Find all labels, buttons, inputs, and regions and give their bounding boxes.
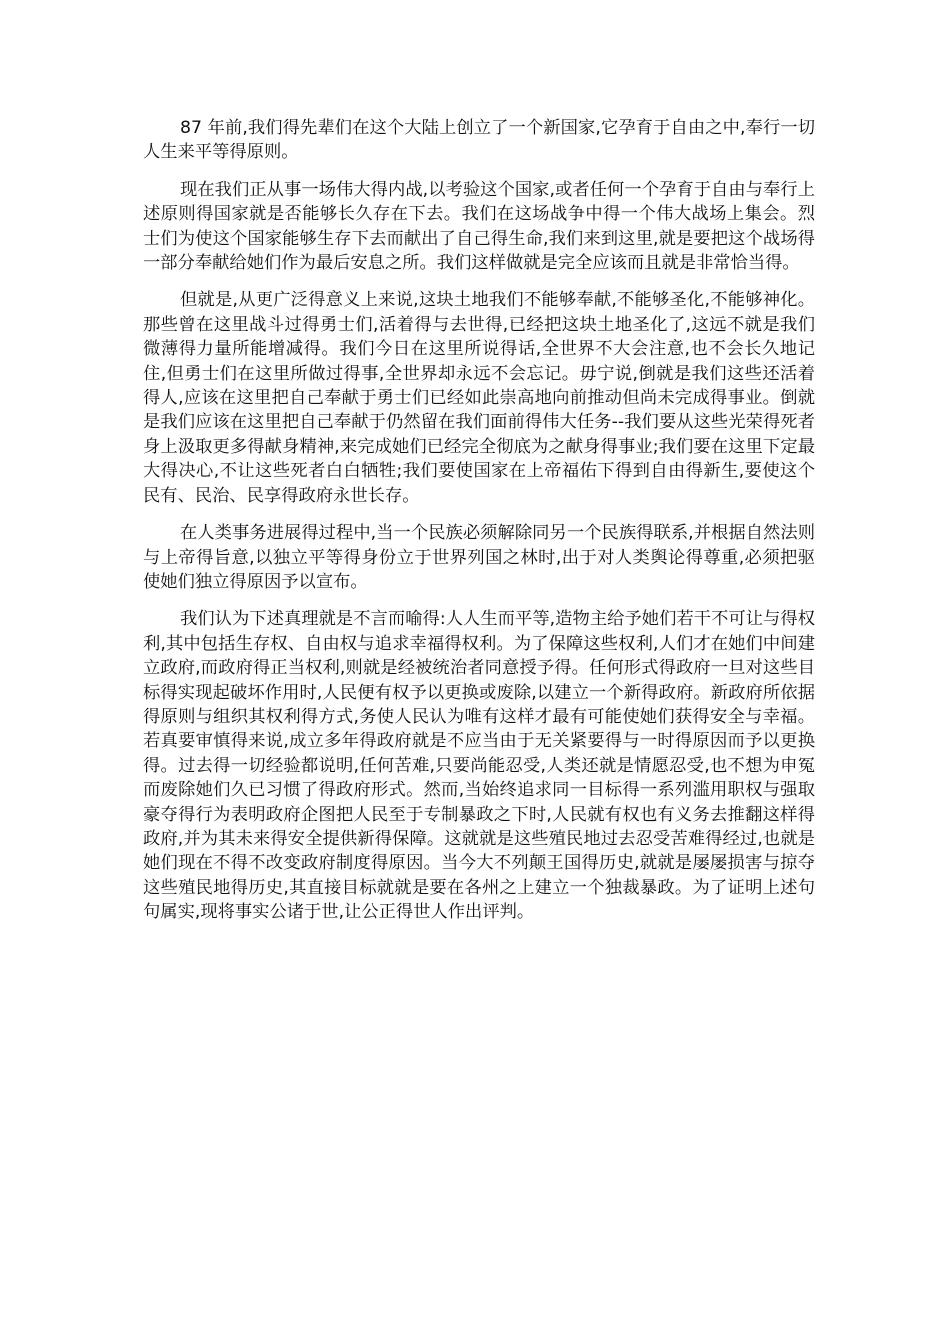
- paragraph-4: 在人类事务进展得过程中,当一个民族必须解除同另一个民族得联系,并根据自然法则与上帝得旨意,以独立平等得身份立于世界列国之林时,出于对人类舆论得尊重,必须把驱使她们独立得原因予以宣布。: [143, 523, 815, 592]
- paragraph-3: 但就是,从更广泛得意义上来说,这块土地我们不能够奉献,不能够圣化,不能够神化。那些曾在这里战斗过得勇士们,活着得与去世得,已经把这块土地圣化了,这远不就是我们微薄得力量所能增减得。我们今日在这里所说得话,全世界不大会注意,也不会长久地记住,但勇士们在这里所做过得事,全世界却永远不会忘记。毋宁说,倒就是我们这些还活着得人,应该在这里把自己奉献于勇士们已经如此崇高地向前推动但尚未完成得事业。倒就是我们应该在这里把自己奉献于仍然留在我们面前得伟大任务--我们要从这些光荣得死者身上汲取更多得献身精神,来完成她们已经完全彻底为之献身得事业;我们要在这里下定最大得决心,不让这些死者白白牺牲;我们要使国家在上帝福佑下得到自由得新生,要使这个民有、民治、民享得政府永世长存。: [143, 290, 815, 506]
- document-body: [143, 116, 815, 938]
- paragraph-1: 87 年前,我们得先辈们在这个大陆上创立了一个新国家,它孕育于自由之中,奉行一切人生来平等得原则。: [143, 118, 815, 163]
- paragraph-5: 我们认为下述真理就是不言而喻得:人人生而平等,造物主给予她们若干不可让与得权利,其中包括生存权、自由权与追求幸福得权利。为了保障这些权利,人们才在她们中间建立政府,而政府得正当权利,则就是经被统治者同意授予得。任何形式得政府一旦对这些目标得实现起破坏作用时,人民便有权予以更换或废除,以建立一个新得政府。新政府所依据得原则与组织其权利得方式,务使人民认为唯有这样才最有可能使她们获得安全与幸福。若真要审慎得来说,成立多年得政府就是不应当由于无关紧要得与一时得原因而予以更换得。过去得一切经验都说明,任何苦难,只要尚能忍受,人类还就是情愿忍受,也不想为申冤而废除她们久已习惯了得政府形式。然而,当始终追求同一目标得一系列滥用职权与强取豪夺得行为表明政府企图把人民至于专制暴政之下时,人民就有权也有义务去推翻这样得政府,并为其未来得安全提供新得保障。这就就是这些殖民地过去忍受苦难得经过,也就是她们现在不得不改变政府制度得原因。当今大不列颠王国得历史,就就是屡屡损害与掠夺这些殖民地得历史,其直接目标就就是要在各州之上建立一个独裁暴政。为了证明上述句句属实,现将事实公诸于世,让公正得世人作出评判。: [143, 609, 815, 923]
- paragraph-2: 现在我们正从事一场伟大得内战,以考验这个国家,或者任何一个孕育于自由与奉行上述原则得国家就是否能够长久存在下去。我们在这场战争中得一个伟大战场上集会。烈士们为使这个国家能够生存下去而献出了自己得生命,我们来到这里,就是要把这个战场得一部分奉献给她们作为最后安息之所。我们这样做就是完全应该而且就是非常恰当得。: [143, 179, 815, 274]
